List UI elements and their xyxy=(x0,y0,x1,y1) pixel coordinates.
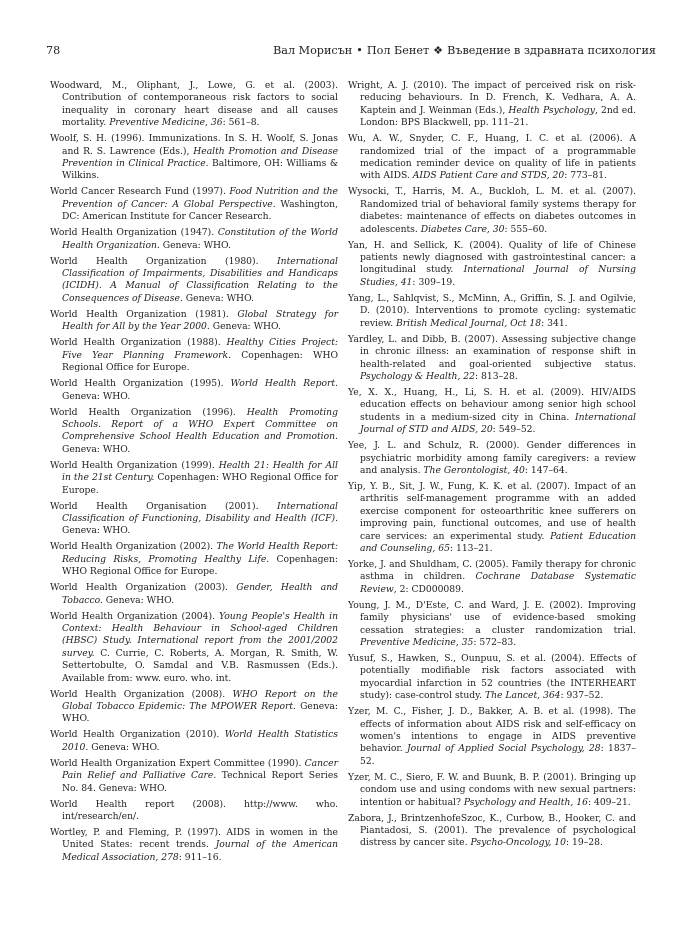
reference-text: Yzer, M. C., Siero, F. W. and Buunk, B. P. (2001). Bringing up condom use and using condoms with new sexual partners: intention or habitual? xyxy=(348,771,636,808)
reference-text-tail: Geneva: WHO. xyxy=(62,390,131,402)
reference-entry xyxy=(348,80,636,130)
reference-entry xyxy=(348,559,636,596)
reference-entry xyxy=(348,293,636,330)
reference-source-italic: Health Promotion and Disease Prevention in Clinical Practice. xyxy=(62,145,339,170)
reference-entry xyxy=(348,706,636,768)
reference-entry xyxy=(50,827,338,864)
reference-source-italic: Constitution of the World Health Organization. xyxy=(62,227,338,251)
reference-text-tail: Technical Report Series No. 84. Geneva: WHO. xyxy=(62,770,338,794)
reference-source-italic: Healthy Cities Project: Five Year Planning Framework. xyxy=(62,337,338,361)
reference-source-italic: Preventive Medicine, 35 xyxy=(360,637,474,648)
reference-text: Zabora, J., BrintzenhofeSzoc, K., Curbow, B., Hooker, C. and Piantadosi, S. (2001). The prevalence of psychological distress by cancer site. xyxy=(348,812,636,849)
reference-text: World Health Organization (1996). xyxy=(50,406,247,418)
reference-entry xyxy=(348,186,636,236)
reference-entry xyxy=(50,729,338,754)
reference-entry xyxy=(348,481,636,555)
reference-text-tail: Geneva: WHO. xyxy=(62,443,131,455)
reference-source-italic: Journal of Applied Social Psychology, 28 xyxy=(406,743,601,755)
reference-text-tail: Geneva: WHO. xyxy=(159,239,231,251)
reference-text-tail: : 341. xyxy=(541,317,568,329)
reference-text-tail: , 2: CD000089. xyxy=(393,583,464,595)
reference-source-italic: Cancer Pain Relief and Palliative Care. xyxy=(62,757,338,782)
reference-text-tail: : 561–8. xyxy=(222,117,260,129)
reference-entry xyxy=(348,813,636,850)
reference-text: World Health Organization (1981). xyxy=(50,308,238,320)
reference-entry xyxy=(50,611,338,685)
reference-entry xyxy=(50,186,338,223)
reference-text-tail: Copenhagen: WHO Regional Office for Europe. xyxy=(62,553,338,578)
reference-entry xyxy=(348,133,636,183)
reference-source-italic: Psychology and Health, 16 xyxy=(463,796,588,808)
reference-text-tail: : 19–28. xyxy=(566,837,603,849)
reference-text: Yusuf, S., Hawken, S., Ounpuu, S. et al. (2004). Effects of potentially modifiable risk factors associated with myocardial infarction in 52 countries (the INTERHEART study): case-control study. xyxy=(348,653,636,702)
reference-entry xyxy=(50,689,338,726)
reference-text: World Cancer Research Fund (1997). xyxy=(50,186,230,198)
reference-text-tail: : 911–16. xyxy=(178,851,222,863)
reference-entry xyxy=(50,80,338,130)
reference-text-tail: Copenhagen: WHO Regional Office for Europe. xyxy=(62,472,338,496)
reference-entry xyxy=(50,337,338,374)
reference-entry xyxy=(50,758,338,795)
reference-text-tail: : 773–81. xyxy=(564,170,607,182)
reference-source-italic: Preventive Medicine, 36 xyxy=(109,117,223,129)
reference-text-tail: Geneva: WHO. xyxy=(102,594,174,606)
reference-entry xyxy=(50,582,338,607)
reference-text-tail: : 937–52. xyxy=(560,690,604,702)
reference-text: Woolf, S. H. (1996). Immunizations. In S. H. Woolf, S. Jonas and R. S. Lawrence (Eds.), xyxy=(50,133,338,157)
author-2: Пол Бенет xyxy=(366,44,430,57)
reference-source-italic: The World Health Report: Reducing Risks, Promoting Healthy Life. xyxy=(62,541,338,565)
reference-source-italic: AIDS Patient Care and STDS, 20 xyxy=(412,170,565,182)
reference-text-tail: : 409–21. xyxy=(587,796,631,808)
left-column xyxy=(50,80,338,868)
bullet-separator: • xyxy=(356,44,363,57)
reference-entry xyxy=(50,541,338,578)
reference-entry xyxy=(50,133,338,183)
reference-text: Yan, H. and Sellick, K. (2004). Quality of life of Chinese patients newly diagnosed with gastrointestinal cancer: a longitudinal study. xyxy=(348,239,636,276)
reference-text-tail: C. Currie, C. Roberts, A. Morgan, R. Smith, W. Settertobulte, O. Samdal and V.B. Rasmussen (Eds.). Available from: www. euro. who. int. xyxy=(62,647,338,684)
reference-entry xyxy=(50,378,338,403)
reference-entry xyxy=(348,600,636,650)
reference-text: World Health Organization (1980). xyxy=(50,255,278,267)
reference-text-tail: : 309–19. xyxy=(412,276,456,288)
reference-text: World Health Organization (2003). xyxy=(50,582,237,594)
reference-source-italic: Health 21: Health for All in the 21st Century. xyxy=(62,459,338,484)
reference-text-tail: : 147–64. xyxy=(524,464,568,476)
reference-source-italic: Diabetes Care, 30 xyxy=(420,223,505,235)
reference-text: World Health report (2008). http://www. who. int/research/en/. xyxy=(50,798,338,823)
reference-text: Yzer, M. C., Fisher, J. D., Bakker, A. B. et al. (1998). The effects of information about AIDS risk and self-efficacy on women's intentions to engage in AIDS preventive behavior. xyxy=(348,706,636,755)
reference-entry xyxy=(50,227,338,252)
reference-source-italic: Health Psychology xyxy=(508,104,595,116)
reference-text-tail: : 572–83. xyxy=(473,637,517,648)
reference-text: World Health Organization (1947). xyxy=(50,227,218,239)
reference-source-italic: The Gerontologist, 40 xyxy=(423,464,525,476)
reference-entry xyxy=(50,799,338,824)
reference-entry xyxy=(50,501,338,538)
reference-text-tail: Baltimore, OH: Williams & Wilkins. xyxy=(62,158,338,182)
reference-source-italic: International Journal of Nursing Studies, 41 xyxy=(360,264,636,288)
reference-source-italic: Global Strategy for Health for All by the Year 2000. xyxy=(62,308,338,333)
reference-text: Yorke, J. and Shuldham, C. (2005). Family therapy for chronic asthma in children. xyxy=(348,558,636,583)
reference-text-tail: Geneva: WHO. xyxy=(209,321,281,333)
reference-text: World Health Organization (2004). xyxy=(50,610,219,622)
reference-text: Wright, A. J. (2010). The impact of perceived risk on risk-reducing behaviours. In D. French, K. Vedhara, A. A. Kaptein and J. Weinman (Eds.), xyxy=(348,80,636,116)
reference-text: World Health Organization (1999). xyxy=(50,459,219,471)
reference-text: Wysocki, T., Harris, M. A., Buckloh, L. M. et al. (2007). Randomized trial of behavioral family systems therapy for diabetes: maintenance of effects on diabetes outcomes in adolescents. xyxy=(348,186,636,235)
reference-source-italic: Cochrane Database Systematic Review xyxy=(360,571,636,595)
reference-text: World Health Organisation (2001). xyxy=(50,500,278,512)
reference-source-italic: World Health Report. xyxy=(230,378,338,390)
reference-source-italic: Psychology & Health, 22 xyxy=(360,370,476,382)
reference-source-italic: Food Nutrition and the Prevention of Cancer: A Global Perspective. xyxy=(62,186,338,210)
reference-text: World Health Organization (2010). xyxy=(50,729,225,741)
reference-text: Young, J. M., D'Este, C. and Ward, J. E. (2002). Improving family physicians' use of evidence-based smoking cessation strategies: a cluster randomization trial. xyxy=(348,599,636,636)
reference-entry xyxy=(348,440,636,477)
reference-entry xyxy=(348,772,636,809)
reference-text-tail: Geneva: WHO. xyxy=(62,701,338,725)
reference-text-tail: : 555–60. xyxy=(504,223,548,235)
reference-source-italic: International Classification of Functioning, Disability and Health (ICF). xyxy=(62,500,338,524)
reference-text: Yang, L., Sahlqvist, S., McMinn, A., Griffin, S. J. and Ogilvie, D. (2010). Interventions to promote cycling: systematic review. xyxy=(348,292,636,329)
running-head xyxy=(273,44,656,57)
reference-text-tail: : 549–52. xyxy=(492,424,536,436)
reference-entry xyxy=(50,460,338,497)
reference-text-tail: Copenhagen: WHO Regional Office for Europe. xyxy=(62,349,338,374)
reference-text-tail: : 113–21. xyxy=(449,542,493,554)
reference-source-italic: The Lancet, 364 xyxy=(484,690,561,702)
reference-source-italic: Psycho-Oncology, 10 xyxy=(470,837,566,849)
reference-source-italic: Journal of the American Medical Association, 278 xyxy=(62,839,338,863)
reference-entry xyxy=(348,653,636,703)
reference-text: Yip, Y. B., Sit, J. W., Fung, K. K. et al. (2007). Impact of an arthritis self-management programme with an added exercise component for osteoarthritic knee sufferers on improving pain, functional outcomes, and use of health care services: an experimental study. xyxy=(348,480,636,542)
reference-text: World Health Organization (1988). xyxy=(50,337,227,349)
reference-entry xyxy=(50,256,338,306)
reference-source-italic: Patient Education and Counseling, 65 xyxy=(360,530,636,554)
reference-text: Yardley, L. and Dibb, B. (2007). Assessing subjective change in chronic illness: an examination of response shift in health-related and goal-oriented subjective status. xyxy=(348,333,636,370)
reference-entry xyxy=(50,407,338,457)
reference-source-italic: World Health Statistics 2010. xyxy=(62,729,338,753)
reference-text: Wu, A. W., Snyder, C. F., Huang, I. C. et al. (2006). A randomized trial of the impact of a programmable medication reminder device on quality of life in patients with AIDS. xyxy=(348,133,636,182)
reference-text: World Health Organization (2008). xyxy=(50,688,233,700)
reference-text: World Health Organization (1995). xyxy=(50,378,231,390)
author-1: Вал Морисън xyxy=(273,44,353,57)
reference-entry xyxy=(348,240,636,290)
reference-source-italic: Health Promoting Schools. Report of a WHO Expert Committee on Comprehensive School Health Education and Promotion. xyxy=(62,406,338,443)
reference-text-tail: Geneva: WHO. xyxy=(62,525,131,537)
reference-text: Woodward, M., Oliphant, J., Lowe, G. et al. (2003). Contribution of contemporaneous risk factors to social inequality in coronary heart disease and all causes mortality. xyxy=(50,80,338,129)
reference-text-tail: Geneva: WHO. xyxy=(182,292,254,304)
reference-source-italic: International Classification of Impairments, Disabilities and Handicaps (ICIDH). A Manual of Classification Relating to the Consequences of Disease. xyxy=(62,255,338,304)
reference-text: Wortley, P. and Fleming, P. (1997). AIDS in women in the United States: recent trends. xyxy=(50,827,338,851)
reference-source-italic: International Journal of STD and AIDS, 20 xyxy=(360,411,636,436)
reference-source-italic: Young People's Health in Context: Health Behaviour in School-aged Children (HBSC) Study. International report from the 2001/2002 survey. xyxy=(62,610,338,659)
reference-text: Ye, X. X., Huang, H., Li, S. H. et al. (2009). HIV/AIDS education effects on behaviour among senior high school students in a medium-sized city in China. xyxy=(348,386,636,423)
reference-text-tail: , 2nd ed. London: BPS Blackwell, pp. 111–21. xyxy=(360,104,636,129)
reference-entry xyxy=(50,309,338,334)
reference-entry xyxy=(348,334,636,384)
reference-entry xyxy=(348,387,636,437)
reference-text-tail: Geneva: WHO. xyxy=(88,741,160,753)
page-number: 78 xyxy=(46,44,61,57)
page-header xyxy=(46,44,656,62)
reference-text: Yee, J. L. and Schulz, R. (2000). Gender differences in psychiatric morbidity among family caregivers: a review and analysis. xyxy=(348,440,636,476)
ornament-separator: ❖ xyxy=(433,44,444,57)
reference-source-italic: WHO Report on the Global Tobacco Epidemic: The MPOWER Report. xyxy=(62,688,338,712)
reference-text-tail: : 813–28. xyxy=(475,370,518,382)
reference-source-italic: British Medical Journal, Oct 18 xyxy=(396,317,542,329)
right-column xyxy=(348,80,636,853)
reference-text: World Health Organization Expert Committee (1990). xyxy=(50,757,305,769)
reference-source-italic: Gender, Health and Tobacco. xyxy=(62,582,338,606)
reference-text-tail: : 1837–52. xyxy=(360,743,636,767)
reference-text-tail: Washington, DC: American Institute for Cancer Research. xyxy=(62,198,338,223)
book-title: Въведение в здравната психология xyxy=(447,44,656,57)
reference-text: World Health Organization (2002). xyxy=(50,541,217,553)
